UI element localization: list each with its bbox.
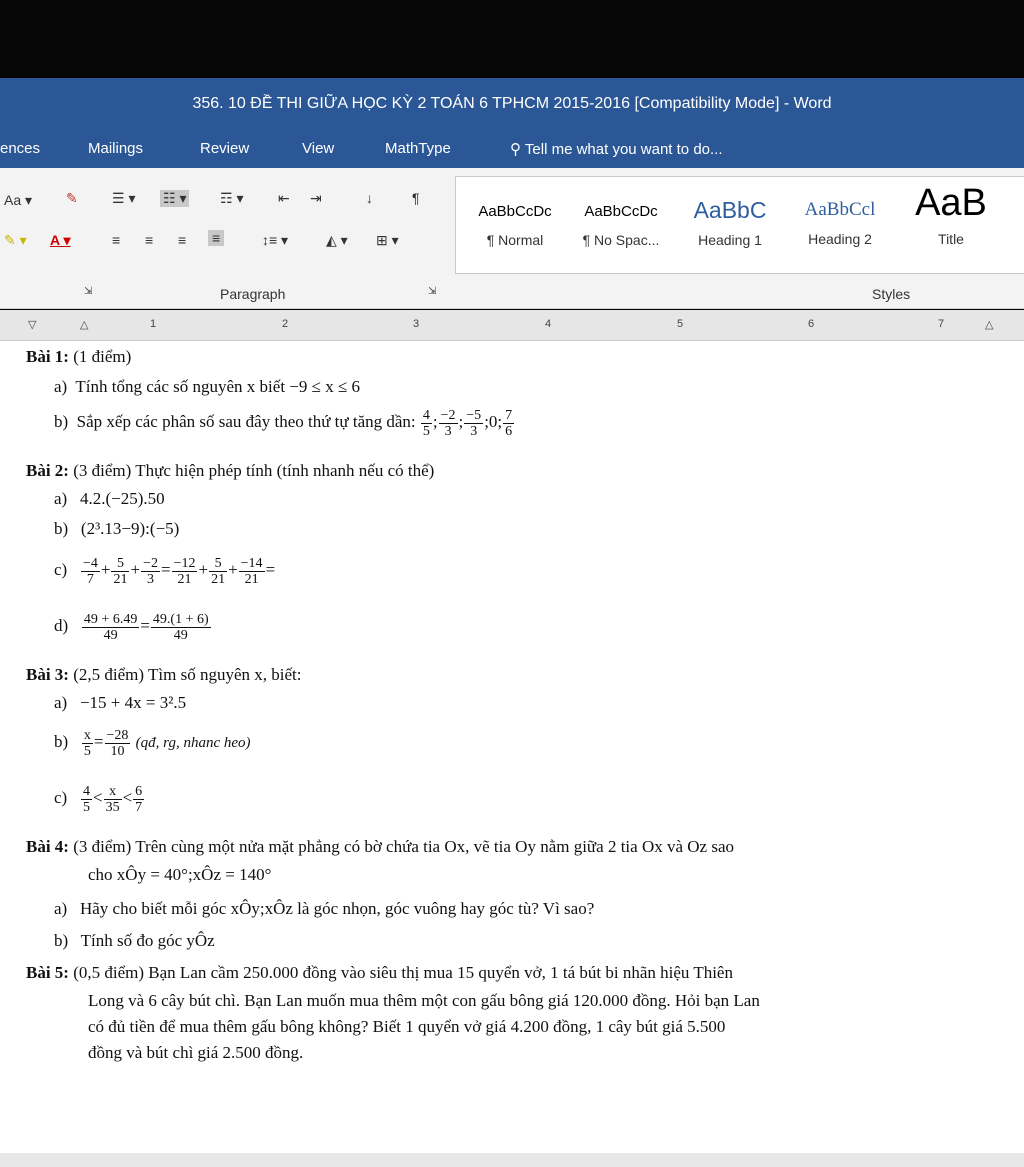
justify-icon[interactable]: ≡: [208, 230, 224, 246]
item-math: (2³.13−9):(−5): [80, 519, 180, 538]
handwritten-note: (qđ, rg, nhanc heo): [135, 735, 251, 751]
highlight-icon[interactable]: ✎ ▾: [4, 232, 27, 248]
denominator: 7: [86, 571, 94, 587]
change-case-button[interactable]: Aa ▾: [4, 192, 33, 208]
bai-2-b: [54, 519, 179, 539]
denominator: 5: [83, 743, 91, 759]
font-color-icon[interactable]: A ▾: [50, 232, 71, 248]
fraction: [133, 784, 144, 815]
bai-4-a: [54, 899, 594, 919]
style-normal[interactable]: [464, 203, 566, 248]
style-sample: AaBbCcDc: [478, 203, 552, 220]
bai-text: đồng và bút chì giá 2.500 đồng.: [88, 1043, 304, 1062]
style-name: ¶ No Spac...: [582, 232, 660, 248]
numerator: 49.(1 + 6): [152, 611, 209, 627]
horizontal-ruler[interactable]: [0, 310, 1024, 341]
ruler-number: 6: [808, 318, 815, 330]
ribbon-home: [0, 168, 1024, 309]
multilevel-list-icon[interactable]: ☶ ▾: [220, 190, 244, 206]
right-indent-marker[interactable]: △: [985, 319, 994, 331]
numerator: 4: [422, 407, 430, 423]
denominator: 3: [147, 571, 155, 587]
item-label: a): [54, 693, 68, 712]
item-label: b): [54, 412, 69, 431]
decrease-indent-icon[interactable]: ⇤: [278, 190, 290, 206]
lightbulb-icon: ⚲: [510, 141, 521, 158]
numerator: −2: [143, 555, 158, 571]
numerator: −5: [466, 407, 482, 423]
fraction: [503, 408, 514, 439]
tell-me-box[interactable]: [510, 140, 723, 158]
ribbon-tabs: [0, 130, 1024, 168]
center-icon[interactable]: ≡: [145, 232, 154, 248]
item-math: 4.2.(−25).50: [79, 489, 165, 508]
ruler-number: 7: [938, 318, 945, 330]
bai-2-a: [54, 489, 165, 509]
denominator: 35: [105, 799, 120, 815]
style-heading-1[interactable]: [680, 197, 780, 248]
denominator: 5: [422, 423, 430, 439]
window-title-bar: [0, 78, 1024, 130]
align-left-icon[interactable]: ≡: [112, 232, 121, 248]
denominator: 49: [173, 627, 188, 643]
tab-mailings[interactable]: Mailings: [88, 140, 144, 157]
ruler-number: 4: [545, 318, 552, 330]
numerator: 7: [505, 407, 513, 423]
numerator: 5: [111, 556, 129, 572]
denominator: 49: [103, 627, 118, 643]
bai-text: (3 điểm) Trên cùng một nửa mặt phẳng có bờ chứa tia Ox, vẽ tia Oy nằm giữa 2 tia Ox và Oz sao: [68, 837, 734, 856]
bai-4-b: [54, 931, 215, 951]
style-no-spacing[interactable]: [570, 203, 672, 248]
tab-references[interactable]: ences: [0, 140, 41, 157]
style-title[interactable]: [896, 183, 1006, 247]
fraction: [82, 728, 93, 759]
align-right-icon[interactable]: ≡: [178, 232, 187, 248]
item-label: a): [54, 899, 68, 918]
fraction: [464, 408, 483, 439]
item-text: Sắp xếp các phân số sau đây theo thứ tự tăng dần:: [76, 412, 416, 431]
sort-icon[interactable]: ↓: [366, 190, 373, 206]
bai-label: Bài 5:: [26, 963, 69, 982]
bai-2-c: c) $\frac{-4}{7}$ + $\frac{5}{21}$ + $\frac{-2}{3}$ = $\frac{-12}{21}$ + $\frac{5}{21}$ + $\frac{-14}{21}$ =: [54, 555, 276, 587]
bai-label: Bài 4:: [26, 837, 69, 856]
bai-1-b: b) Sắp xếp các phân số sau đây theo thứ tự tăng dần: $\frac{4}{5}$ ; $\frac{-2}{3}$ ; $\frac{-5}{3}$ ;0; $\frac{7}{6}$: [54, 407, 513, 439]
bai-points: (2,5 điểm) Tìm số nguyên x, biết:: [68, 665, 302, 684]
numerator: x: [83, 727, 91, 743]
item-label: c): [54, 788, 68, 807]
first-line-indent-marker[interactable]: ▽: [28, 319, 37, 331]
ruler-number: 2: [282, 318, 289, 330]
show-marks-icon[interactable]: ¶: [412, 190, 420, 206]
numerator: 49 + 6.49: [83, 611, 138, 627]
fraction: [439, 408, 458, 439]
bai-5-line2: [88, 991, 760, 1011]
bai-1-a: [54, 377, 360, 397]
numerator: −14: [240, 555, 263, 571]
bai-text: có đủ tiền để mua thêm gấu bông không? Biết 1 quyển vở giá 4.200 đồng, 1 cây bút giá 5.500: [88, 1017, 726, 1036]
denominator: 3: [444, 423, 452, 439]
line-spacing-icon[interactable]: ↕≡ ▾: [262, 232, 289, 248]
zero-value: 0: [488, 412, 498, 431]
bai-5-line4: [88, 1043, 303, 1063]
document-page[interactable]: [0, 341, 1024, 1153]
style-sample: AaBbC: [693, 197, 767, 223]
style-name: ¶ Normal: [486, 232, 544, 248]
paragraph-dialog-launcher-icon[interactable]: ⇲: [428, 286, 437, 297]
clear-format-icon[interactable]: ✎: [66, 190, 78, 206]
style-name: Heading 2: [808, 231, 872, 247]
bai-points: (3 điểm) Thực hiện phép tính (tính nhanh nếu có thể): [68, 461, 435, 480]
style-heading-2[interactable]: [790, 199, 890, 247]
denominator: 21: [244, 571, 259, 587]
left-indent-marker[interactable]: △: [80, 319, 89, 331]
fraction: [81, 784, 92, 815]
style-name: Title: [938, 231, 964, 247]
denominator: 21: [211, 571, 226, 587]
item-label: d): [54, 616, 69, 635]
fraction: [209, 556, 227, 587]
numerator: −28: [106, 727, 129, 743]
tab-mathtype[interactable]: MathType: [385, 140, 451, 157]
denominator: 5: [82, 799, 90, 815]
bai-3-c: c) $\frac{4}{5}$ < $\frac{x}{35}$ < $\frac{6}{7}$: [54, 783, 143, 815]
styles-group-label: Styles: [872, 286, 911, 302]
bai-text: Long và 6 cây bút chì. Bạn Lan muốn mua thêm một con gấu bông giá 120.000 đồng. Hỏi bạn Lan: [88, 991, 760, 1010]
screen-top-border: [0, 0, 1024, 78]
bullets-icon[interactable]: ☰ ▾: [112, 190, 136, 206]
style-name: Heading 1: [698, 232, 762, 248]
item-text: Tính tổng các số nguyên x biết: [75, 377, 290, 396]
ruler-number: 3: [413, 318, 420, 330]
bai-5-line3: [88, 1017, 725, 1037]
font-dialog-launcher-icon[interactable]: ⇲: [84, 286, 93, 297]
bai-2-heading: [26, 461, 434, 481]
denominator: 6: [505, 423, 513, 439]
item-label: a): [54, 489, 68, 508]
denominator: 21: [177, 571, 192, 587]
item-label: b): [54, 732, 69, 751]
bai-2-d: d) $\frac{49 + 6.49}{49}$ = $\frac{49.(1 + 6)}{49}$: [54, 611, 209, 643]
borders-icon[interactable]: ⊞ ▾: [376, 232, 399, 248]
fraction: [82, 612, 139, 643]
fraction: [81, 556, 100, 587]
paragraph-group-label: Paragraph: [220, 286, 286, 302]
denominator: 10: [110, 743, 125, 759]
change-case-label: Aa: [4, 192, 22, 208]
numbering-icon[interactable]: ☷ ▾: [160, 190, 189, 207]
fraction: [421, 408, 432, 439]
numerator: −2: [440, 407, 456, 423]
numerator: 4: [82, 783, 90, 799]
item-math: −9 ≤ x ≤ 6: [289, 377, 361, 396]
denominator: 3: [470, 423, 478, 439]
fraction: [111, 556, 129, 587]
bai-text: cho xÔy = 40°;xÔz = 140°: [88, 865, 272, 884]
item-text: Hãy cho biết mỗi góc xÔy;xÔz là góc nhọn, góc vuông hay góc tù? Vì sao?: [79, 899, 595, 918]
bai-1-heading: [26, 347, 131, 367]
numerator: x: [104, 784, 122, 800]
bai-label: Bài 2:: [26, 461, 69, 480]
bai-3-a: [54, 693, 186, 713]
fraction: [104, 784, 122, 815]
ruler-number: 1: [150, 318, 157, 330]
tab-review[interactable]: Review: [200, 140, 250, 157]
item-label: c): [54, 560, 68, 579]
tab-view[interactable]: View: [302, 140, 335, 157]
denominator: 21: [113, 571, 128, 587]
window-title: 356. 10 ĐỀ THI GIỮA HỌC KỲ 2 TOÁN 6 TPHCM 2015-2016 [Compatibility Mode] - Word: [192, 95, 832, 112]
numerator: 5: [209, 556, 227, 572]
bai-3-b: b) $\frac{x}{5}$ = $\frac{-28}{10}$ (qđ, rg, nhanc heo): [54, 727, 251, 759]
bai-label: Bài 1:: [26, 347, 69, 366]
bai-3-heading: [26, 665, 301, 685]
fraction: [151, 612, 211, 643]
fraction: [141, 556, 160, 587]
denominator: 7: [135, 799, 143, 815]
fraction: [239, 556, 265, 587]
item-label: a): [54, 377, 68, 396]
numerator: −12: [173, 555, 196, 571]
numerator: −4: [82, 555, 98, 571]
bai-text: (0,5 điểm) Bạn Lan cầm 250.000 đồng vào siêu thị mua 15 quyển vở, 1 tá bút bi nhãn hiệu Thiên: [68, 963, 733, 982]
shading-icon[interactable]: ◭ ▾: [326, 232, 348, 248]
numerator: 6: [135, 783, 143, 799]
item-label: b): [54, 519, 69, 538]
style-sample: AaBbCcDc: [584, 203, 658, 220]
styles-gallery: [455, 176, 1024, 274]
bai-4-heading: [26, 837, 734, 857]
item-math: −15 + 4x = 3².5: [79, 693, 187, 712]
item-label: b): [54, 931, 69, 950]
bai-label: Bài 3:: [26, 665, 69, 684]
style-sample: AaB: [915, 182, 987, 224]
increase-indent-icon[interactable]: ⇥: [310, 190, 322, 206]
tell-me-text: Tell me what you want to do...: [524, 141, 723, 158]
style-sample: AaBbCcl: [804, 199, 876, 220]
ruler-number: 5: [677, 318, 684, 330]
bai-5-heading: [26, 963, 733, 983]
fraction: [105, 728, 131, 759]
fraction: [172, 556, 198, 587]
bai-points: (1 điểm): [68, 347, 132, 366]
status-bar: [0, 1153, 1024, 1167]
bai-4-line2: [88, 865, 271, 885]
item-text: Tính số đo góc yÔz: [80, 931, 215, 950]
